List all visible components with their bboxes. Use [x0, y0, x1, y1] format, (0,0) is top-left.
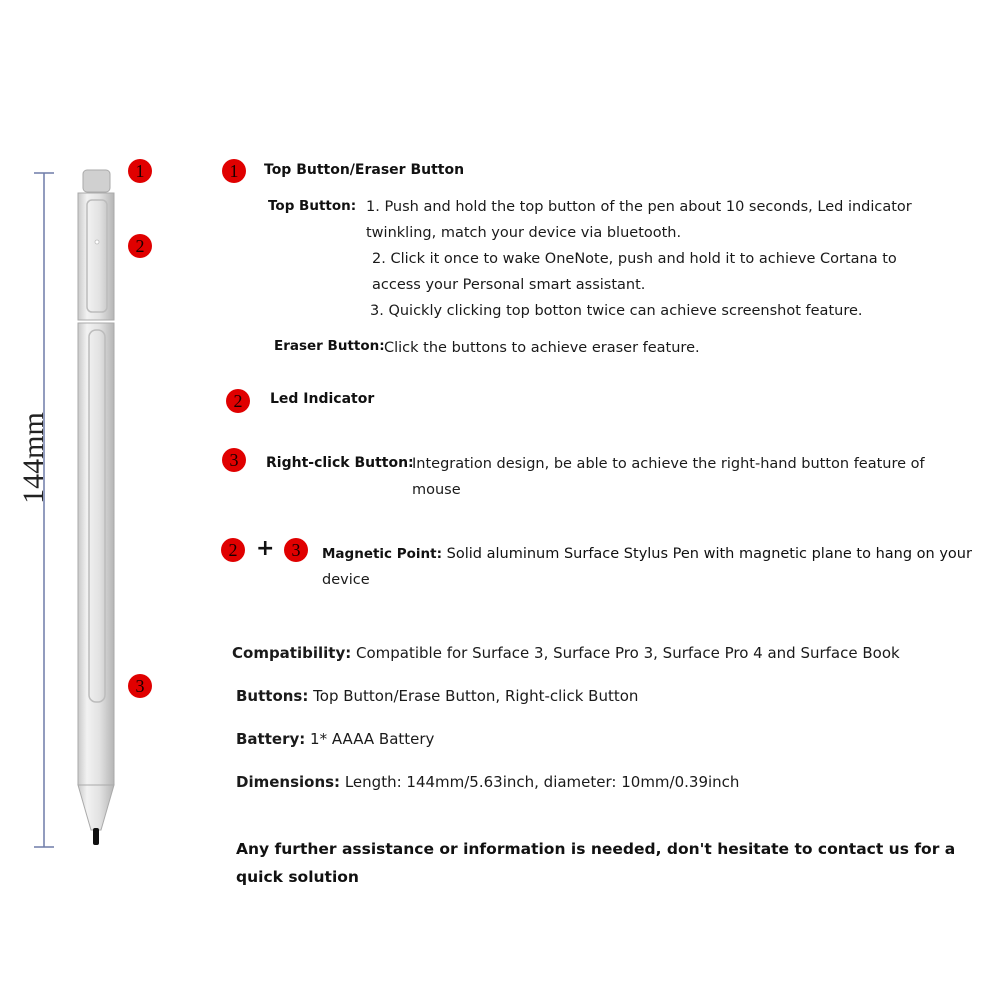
spec-dimensions-label: Dimensions:: [236, 773, 341, 791]
section-4-badge-b: 3: [284, 538, 308, 562]
top-button-item-3: 3. Quickly clicking top botton twice can achieve screenshot feature.: [370, 303, 863, 319]
top-button-item-2-line-1: 2. Click it once to wake OneNote, push and hold it to achieve Cortana to: [372, 251, 897, 267]
spec-compatibility-label: Compatibility:: [232, 644, 352, 662]
section-4-badge-a: 2: [221, 538, 245, 562]
right-click-line-1: Integration design, be able to achieve the right-hand button feature of: [412, 456, 925, 472]
callout-3-badge: 3: [128, 674, 152, 698]
spec-buttons-value: Top Button/Erase Button, Right-click Button: [313, 687, 639, 705]
section-3-badge: 3: [222, 448, 246, 472]
footer-line-2: quick solution: [236, 868, 359, 886]
section-3-heading: Right-click Button:: [266, 455, 414, 471]
spec-battery-value: 1* AAAA Battery: [310, 730, 435, 748]
dimension-line: [30, 165, 60, 855]
footer-line-1: Any further assistance or information is needed, don't hesitate to contact us for a: [236, 840, 956, 858]
section-1-heading: Top Button/Eraser Button: [264, 162, 465, 178]
callout-2-badge: 2: [128, 234, 152, 258]
callout-1-badge: 1: [128, 159, 152, 183]
dimension-label: 144mm: [17, 412, 50, 504]
spec-compatibility-value: Compatible for Surface 3, Surface Pro 3, Surface Pro 4 and Surface Book: [356, 644, 900, 662]
top-button-item-1-line-2: twinkling, match your device via bluetooth.: [366, 225, 682, 241]
top-button-item-2-line-2: access your Personal smart assistant.: [372, 277, 646, 293]
right-click-line-2: mouse: [412, 482, 461, 498]
spec-battery-label: Battery:: [236, 730, 306, 748]
spec-buttons-label: Buttons:: [236, 687, 309, 705]
spec-buttons: [236, 687, 638, 705]
spec-compatibility: [232, 644, 900, 662]
spec-dimensions: [236, 773, 739, 791]
plus-sign: +: [256, 536, 275, 561]
top-button-item-1-line-1: 1. Push and hold the top button of the pen about 10 seconds, Led indicator: [366, 199, 912, 215]
spec-battery: [236, 730, 434, 748]
spec-dimensions-value: Length: 144mm/5.63inch, diameter: 10mm/0.39inch: [344, 773, 740, 791]
magnetic-text-line-1: Solid aluminum Surface Stylus Pen with magnetic plane to hang on your: [446, 546, 972, 562]
section-1-badge: 1: [222, 159, 246, 183]
section-2-heading: Led Indicator: [270, 391, 375, 407]
eraser-button-text: Click the buttons to achieve eraser feature.: [384, 340, 700, 356]
magnetic-line-1: [322, 541, 972, 567]
magnetic-text-line-2: device: [322, 572, 370, 588]
magnetic-heading: Magnetic Point:: [322, 546, 443, 562]
top-button-label: Top Button:: [268, 198, 357, 214]
eraser-button-label: Eraser Button:: [274, 338, 385, 354]
section-2-badge: 2: [226, 389, 250, 413]
stylus-pen-illustration: [70, 165, 130, 855]
